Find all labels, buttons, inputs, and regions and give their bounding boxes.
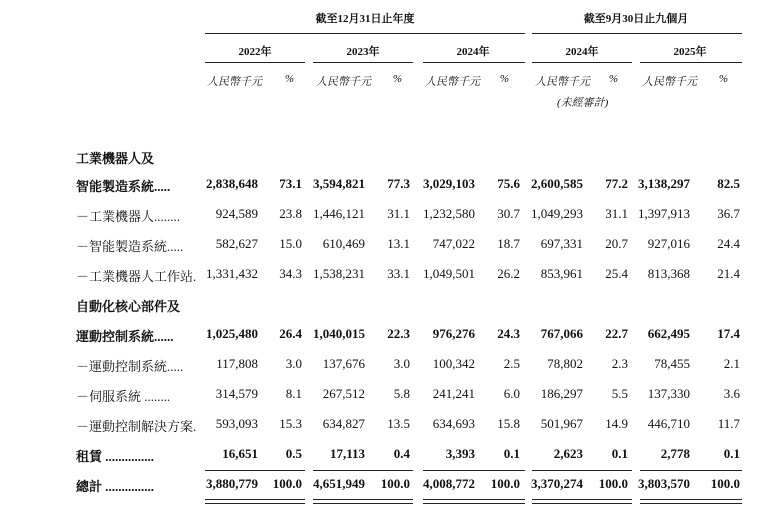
percent-cell: 2.1 bbox=[723, 356, 740, 371]
currency-header-2025-9m: 人民幣千元 bbox=[642, 76, 697, 88]
percent-cell: 3.6 bbox=[723, 386, 740, 401]
amount-cell: 1,040,015 bbox=[313, 326, 365, 341]
percent-cell: 30.7 bbox=[497, 206, 520, 221]
row-label: －伺服系統 ........ bbox=[76, 389, 171, 404]
percent-cell: 5.8 bbox=[393, 386, 410, 401]
year-header-2025-9m: 2025年 bbox=[673, 46, 707, 58]
period-underline-annual bbox=[205, 33, 525, 34]
percent-cell: 24.3 bbox=[497, 326, 520, 341]
percent-cell: 0.1 bbox=[723, 446, 740, 461]
amount-cell: 924,589 bbox=[215, 206, 258, 221]
year-header-2022: 2022年 bbox=[238, 46, 272, 58]
percent-cell: 2.3 bbox=[611, 356, 628, 371]
row-label: －運動控制解決方案. bbox=[76, 419, 197, 434]
subtotal-rule bbox=[205, 470, 305, 471]
amount-cell: 927,016 bbox=[647, 236, 690, 251]
amount-cell: 2,778 bbox=[660, 446, 690, 461]
amount-cell: 16,651 bbox=[222, 446, 258, 461]
amount-cell: 1,397,913 bbox=[638, 206, 690, 221]
percent-header-2024-9m: % bbox=[608, 73, 618, 85]
percent-header-2024: % bbox=[499, 73, 509, 85]
amount-cell: 314,579 bbox=[215, 386, 258, 401]
percent-cell: 100.0 bbox=[272, 476, 302, 491]
amount-cell: 501,967 bbox=[540, 416, 583, 431]
total-double-rule bbox=[205, 499, 305, 504]
amount-cell: 1,049,293 bbox=[531, 206, 583, 221]
amount-cell: 17,113 bbox=[329, 446, 365, 461]
amount-cell: 241,241 bbox=[432, 386, 475, 401]
amount-cell: 117,808 bbox=[216, 356, 258, 371]
percent-cell: 3.0 bbox=[393, 356, 410, 371]
period-header-annual: 截至12月31日止年度 bbox=[315, 13, 415, 25]
row-label: －智能製造系統..... bbox=[76, 239, 184, 254]
percent-cell: 0.4 bbox=[393, 446, 410, 461]
amount-cell: 1,331,432 bbox=[206, 266, 258, 281]
amount-cell: 3,029,103 bbox=[423, 176, 475, 191]
amount-cell: 853,961 bbox=[540, 266, 583, 281]
amount-cell: 3,138,297 bbox=[638, 176, 690, 191]
percent-cell: 0.1 bbox=[503, 446, 520, 461]
row-label: －工業機器人工作站. bbox=[76, 269, 197, 284]
total-double-rule bbox=[423, 499, 525, 504]
percent-cell: 15.0 bbox=[279, 236, 302, 251]
percent-cell: 100.0 bbox=[710, 476, 740, 491]
amount-cell: 3,594,821 bbox=[313, 176, 365, 191]
amount-cell: 1,538,231 bbox=[313, 266, 365, 281]
percent-cell: 82.5 bbox=[717, 176, 740, 191]
amount-cell: 610,469 bbox=[322, 236, 365, 251]
year-header-2024: 2024年 bbox=[456, 46, 490, 58]
amount-cell: 78,455 bbox=[654, 356, 690, 371]
total-double-rule bbox=[640, 499, 742, 504]
percent-cell: 33.1 bbox=[387, 266, 410, 281]
percent-cell: 0.1 bbox=[611, 446, 628, 461]
percent-cell: 73.1 bbox=[279, 176, 302, 191]
row-label: 智能製造系統..... bbox=[76, 179, 171, 194]
amount-cell: 2,838,648 bbox=[206, 176, 258, 191]
percent-cell: 23.8 bbox=[279, 206, 302, 221]
amount-cell: 78,802 bbox=[547, 356, 583, 371]
percent-header-2025-9m: % bbox=[718, 73, 728, 85]
amount-cell: 3,803,570 bbox=[638, 476, 690, 491]
percent-cell: 25.4 bbox=[605, 266, 628, 281]
amount-cell: 1,049,501 bbox=[423, 266, 475, 281]
percent-cell: 18.7 bbox=[497, 236, 520, 251]
amount-cell: 2,600,585 bbox=[531, 176, 583, 191]
row-label: 總計 ............... bbox=[76, 479, 155, 494]
amount-cell: 976,276 bbox=[432, 326, 475, 341]
percent-cell: 36.7 bbox=[717, 206, 740, 221]
percent-cell: 2.5 bbox=[503, 356, 520, 371]
year-underline-2022 bbox=[205, 62, 305, 63]
percent-cell: 26.4 bbox=[279, 326, 302, 341]
year-underline-2025-9m bbox=[640, 62, 742, 63]
subtotal-rule bbox=[313, 470, 413, 471]
percent-cell: 22.7 bbox=[605, 326, 628, 341]
subtotal-rule bbox=[532, 470, 632, 471]
percent-cell: 20.7 bbox=[605, 236, 628, 251]
amount-cell: 593,093 bbox=[215, 416, 258, 431]
percent-cell: 11.7 bbox=[717, 416, 740, 431]
amount-cell: 446,710 bbox=[647, 416, 690, 431]
currency-header-2024: 人民幣千元 bbox=[425, 76, 480, 88]
amount-cell: 3,393 bbox=[445, 446, 475, 461]
amount-cell: 813,368 bbox=[647, 266, 690, 281]
year-underline-2024 bbox=[423, 62, 525, 63]
amount-cell: 100,342 bbox=[432, 356, 475, 371]
period-header-nine-months: 截至9月30日止九個月 bbox=[583, 13, 689, 25]
amount-cell: 186,297 bbox=[540, 386, 583, 401]
row-label: 運動控制系統...... bbox=[76, 329, 174, 344]
amount-cell: 3,370,274 bbox=[531, 476, 583, 491]
percent-cell: 17.4 bbox=[717, 326, 740, 341]
percent-cell: 6.0 bbox=[503, 386, 520, 401]
amount-cell: 4,008,772 bbox=[423, 476, 475, 491]
percent-cell: 31.1 bbox=[387, 206, 410, 221]
currency-header-2024-9m: 人民幣千元 bbox=[535, 76, 590, 88]
row-label: －工業機器人........ bbox=[76, 209, 181, 224]
subtotal-rule bbox=[640, 470, 742, 471]
percent-cell: 14.9 bbox=[605, 416, 628, 431]
subtotal-rule bbox=[423, 470, 525, 471]
percent-cell: 26.2 bbox=[497, 266, 520, 281]
percent-cell: 15.8 bbox=[497, 416, 520, 431]
amount-cell: 1,446,121 bbox=[313, 206, 365, 221]
amount-cell: 267,512 bbox=[322, 386, 365, 401]
percent-header-2023: % bbox=[392, 73, 402, 85]
percent-cell: 75.6 bbox=[497, 176, 520, 191]
percent-cell: 77.3 bbox=[387, 176, 410, 191]
amount-cell: 1,232,580 bbox=[423, 206, 475, 221]
period-underline-nine-months bbox=[532, 33, 742, 34]
percent-cell: 13.5 bbox=[387, 416, 410, 431]
currency-header-2022: 人民幣千元 bbox=[207, 76, 262, 88]
percent-cell: 13.1 bbox=[387, 236, 410, 251]
percent-cell: 22.3 bbox=[387, 326, 410, 341]
row-label: 自動化核心部件及 bbox=[76, 299, 181, 314]
row-label: 租賃 ............... bbox=[76, 449, 155, 464]
percent-cell: 100.0 bbox=[380, 476, 410, 491]
percent-cell: 34.3 bbox=[279, 266, 302, 281]
total-double-rule bbox=[313, 499, 413, 504]
percent-cell: 21.4 bbox=[717, 266, 740, 281]
unaudited-note: (未經審計) bbox=[557, 97, 609, 109]
amount-cell: 137,330 bbox=[647, 386, 690, 401]
amount-cell: 767,066 bbox=[540, 326, 583, 341]
percent-cell: 5.5 bbox=[611, 386, 628, 401]
amount-cell: 582,627 bbox=[215, 236, 258, 251]
currency-header-2023: 人民幣千元 bbox=[316, 76, 371, 88]
amount-cell: 3,880,779 bbox=[206, 476, 258, 491]
row-label: －運動控制系統..... bbox=[76, 359, 184, 374]
percent-cell: 24.4 bbox=[717, 236, 740, 251]
amount-cell: 634,693 bbox=[432, 416, 475, 431]
percent-cell: 31.1 bbox=[605, 206, 628, 221]
amount-cell: 1,025,480 bbox=[206, 326, 258, 341]
amount-cell: 2,623 bbox=[553, 446, 583, 461]
amount-cell: 137,676 bbox=[322, 356, 365, 371]
year-header-2024-9m: 2024年 bbox=[565, 46, 599, 58]
total-double-rule bbox=[532, 499, 632, 504]
percent-cell: 3.0 bbox=[285, 356, 302, 371]
percent-header-2022: % bbox=[284, 73, 294, 85]
year-underline-2023 bbox=[313, 62, 413, 63]
row-label: 工業機器人及 bbox=[76, 151, 155, 166]
percent-cell: 8.1 bbox=[285, 386, 302, 401]
amount-cell: 747,022 bbox=[432, 236, 475, 251]
amount-cell: 662,495 bbox=[647, 326, 690, 341]
amount-cell: 697,331 bbox=[540, 236, 583, 251]
percent-cell: 100.0 bbox=[490, 476, 520, 491]
percent-cell: 0.5 bbox=[285, 446, 302, 461]
year-underline-2024-9m bbox=[532, 62, 632, 63]
percent-cell: 15.3 bbox=[279, 416, 302, 431]
percent-cell: 77.2 bbox=[605, 176, 628, 191]
amount-cell: 634,827 bbox=[322, 416, 365, 431]
amount-cell: 4,651,949 bbox=[313, 476, 365, 491]
year-header-2023: 2023年 bbox=[346, 46, 380, 58]
percent-cell: 100.0 bbox=[598, 476, 628, 491]
